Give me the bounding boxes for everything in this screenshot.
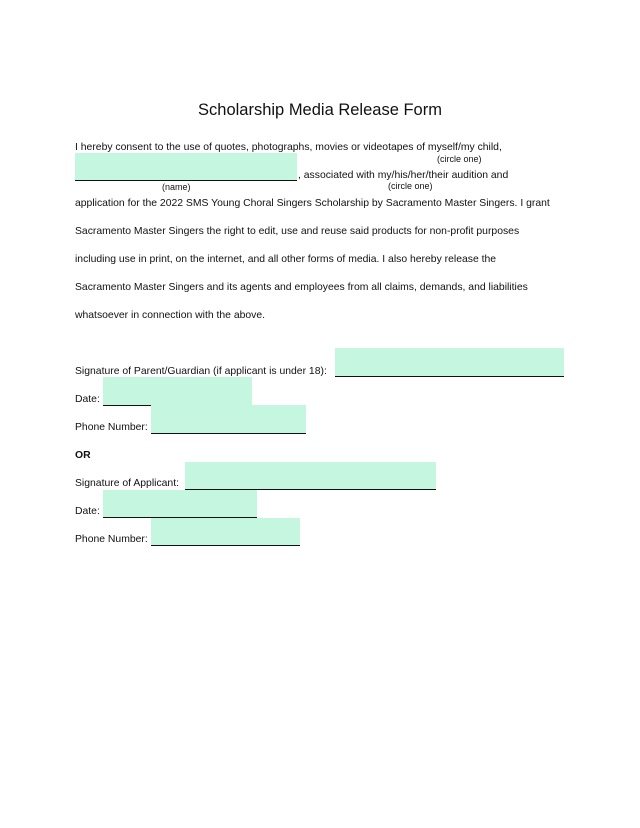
phone-field-1[interactable] <box>151 405 306 433</box>
date-label-2: Date: <box>75 506 100 517</box>
date-field-2[interactable] <box>103 490 257 518</box>
paragraph-line-1: application for the 2022 SMS Young Choral Singers Scholarship by Sacramento Master Singers. I grant <box>75 198 550 209</box>
guardian-signature-field[interactable] <box>335 348 564 376</box>
phone-field-2-underline <box>151 545 300 546</box>
applicant-signature-label: Signature of Applicant: <box>75 478 179 489</box>
paragraph-line-3: including use in print, on the internet, and all other forms of media. I also hereby release the <box>75 254 497 265</box>
phone-label-2: Phone Number: <box>75 534 148 545</box>
paragraph-line-5: whatsoever in connection with the above. <box>75 310 266 321</box>
guardian-signature-underline <box>335 376 564 377</box>
applicant-signature-field[interactable] <box>185 462 436 490</box>
consent-line-1: I hereby consent to the use of quotes, photographs, movies or videotapes of myself/my child, <box>75 142 502 153</box>
guardian-signature-label: Signature of Parent/Guardian (if applicant is under 18): <box>75 366 327 377</box>
or-label: OR <box>75 450 91 461</box>
name-field[interactable] <box>75 153 297 181</box>
paragraph-line-2: Sacramento Master Singers the right to edit, use and reuse said products for non-profit purposes <box>75 226 520 237</box>
phone-field-2[interactable] <box>151 518 300 546</box>
circle-one-caption-2: (circle one) <box>388 181 433 191</box>
date-field-1[interactable] <box>103 377 252 405</box>
date-label-1: Date: <box>75 394 100 405</box>
name-field-underline <box>75 180 297 181</box>
form-title: Scholarship Media Release Form <box>198 101 442 119</box>
phone-label-1: Phone Number: <box>75 422 148 433</box>
consent-line-2: , associated with my/his/her/their audition and <box>298 170 509 181</box>
phone-field-1-underline <box>151 433 306 434</box>
name-caption: (name) <box>162 182 191 192</box>
circle-one-caption-1: (circle one) <box>437 154 482 164</box>
paragraph-line-4: Sacramento Master Singers and its agents and employees from all claims, demands, and liabilities <box>75 282 528 293</box>
